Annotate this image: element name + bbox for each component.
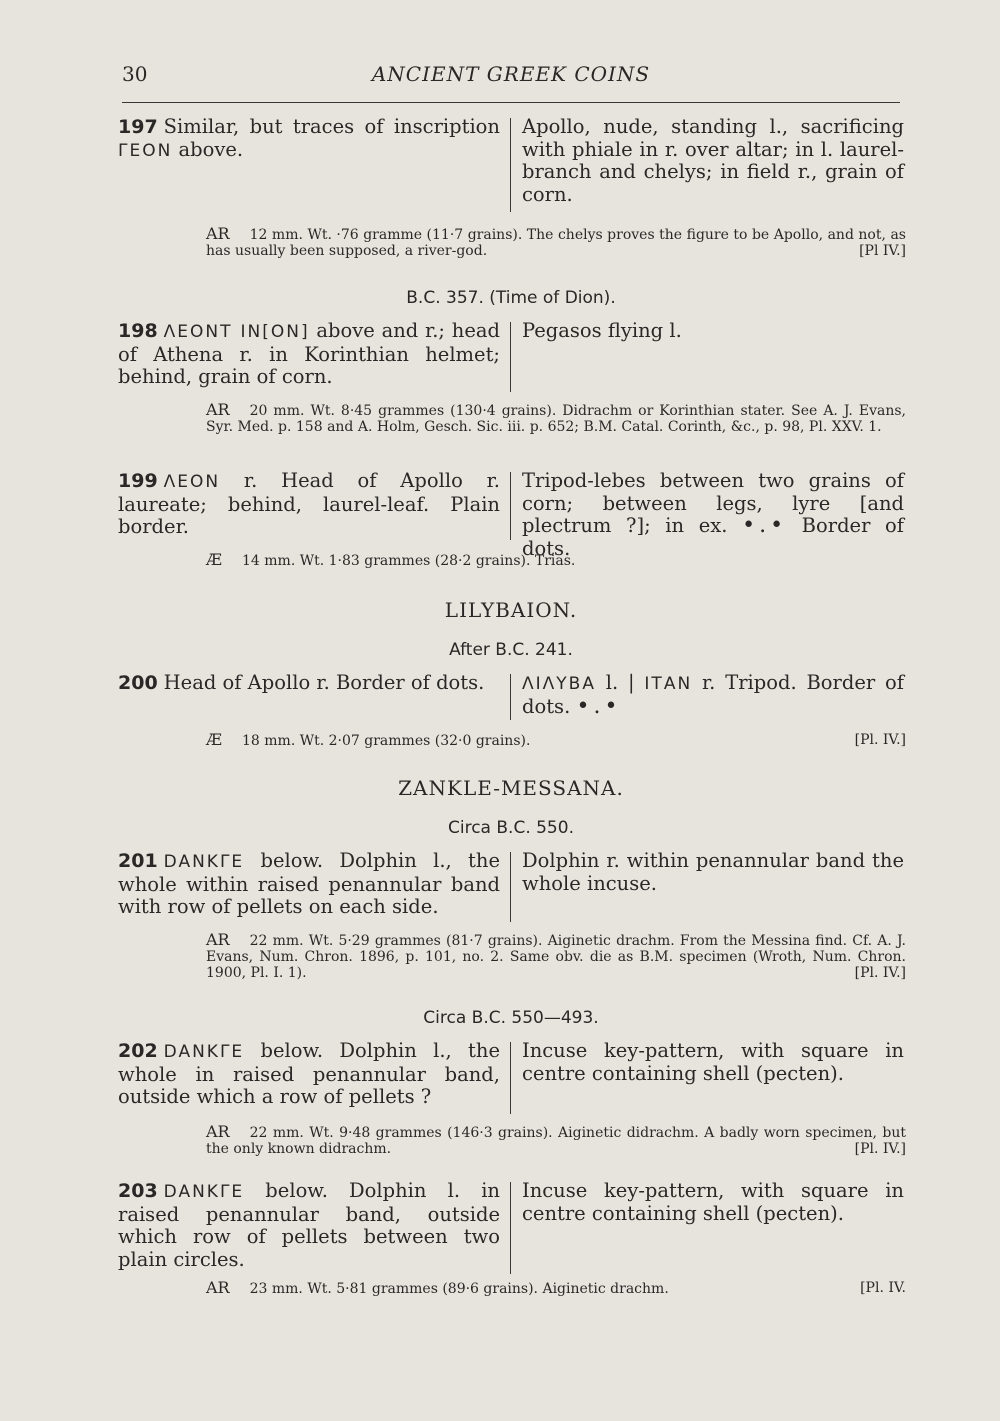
- obverse-description: [118, 320, 500, 389]
- plate-ref: [Pl IV.]: [859, 243, 906, 259]
- coin-entry-198: [118, 320, 904, 460]
- coin-entry-199: [118, 470, 904, 580]
- entry-number: 200: [118, 672, 158, 694]
- subheading-circa-550-493: [118, 1004, 904, 1028]
- column-divider: [510, 118, 511, 212]
- column-divider: [510, 322, 511, 392]
- page-number: 30: [122, 62, 148, 86]
- plate-ref: [Pl. IV.]: [854, 732, 906, 748]
- obverse-description: [118, 1180, 500, 1271]
- plate-ref: [Pl. IV.: [860, 1280, 906, 1296]
- reverse-text: l. |: [595, 671, 645, 694]
- coin-note: [206, 732, 906, 749]
- entry-number: 199: [118, 470, 158, 492]
- reverse-text-end: r. Tripod. Border of dots.: [522, 671, 904, 718]
- running-title: ANCIENT GREEK COINS: [371, 62, 651, 86]
- column-divider: [510, 674, 511, 720]
- obverse-text: below. Dolphin l. in raised penannular band, outside which row of pellets between two plain circles.: [118, 1179, 500, 1271]
- note-text: 14 mm. Wt. 1·83 grammes (28·2 grains). Trias.: [242, 553, 576, 569]
- note-text: 18 mm. Wt. 2·07 grammes (32·0 grains).: [242, 733, 531, 749]
- obverse-text: r. Head of Apollo r. laureate; behind, laurel-leaf. Plain border.: [118, 469, 500, 538]
- section-heading-dion: [118, 284, 904, 308]
- column-divider: [510, 472, 511, 540]
- plate-ref: [Pl. IV.]: [854, 1141, 906, 1157]
- greek-inscription: DANKΓΕ: [163, 1182, 245, 1202]
- section-heading-zankle: [118, 776, 904, 800]
- greek-inscription: ΓΕΟΝ: [118, 140, 173, 161]
- column-divider: [510, 852, 511, 922]
- heading-text: ZANKLE-MESSANA.: [398, 776, 624, 800]
- greek-inscription: ΛΕΟΝΤ ΙΝ[ΟΝ]: [163, 322, 310, 342]
- entry-number: 201: [118, 850, 158, 872]
- coin-entry-202: [118, 1040, 904, 1170]
- entry-number: 198: [118, 320, 158, 342]
- section-heading-lilybaion: [118, 598, 904, 622]
- reverse-description: Incuse key-pattern, with square in centre containing shell (pecten).: [522, 1179, 904, 1225]
- page-header: [122, 62, 900, 94]
- obverse-text-end: above.: [172, 137, 244, 161]
- heading-text: After B.C. 241.: [449, 640, 573, 660]
- entry-number: 202: [118, 1040, 158, 1062]
- reverse-description: Incuse key-pattern, with square in centre containing shell (pecten).: [522, 1039, 904, 1085]
- obverse-text: below. Dolphin l., the whole within raised penannular band with row of pellets on each side.: [118, 849, 500, 918]
- coin-note: [206, 402, 906, 435]
- reverse-description: [522, 470, 904, 560]
- heading-text: Circa B.C. 550.: [448, 818, 574, 838]
- entry-number: 197: [118, 116, 158, 138]
- coin-entry-201: [118, 850, 904, 1000]
- coin-entry-197: [118, 116, 904, 276]
- metal-mark: AR: [206, 400, 230, 419]
- greek-inscription-left: ΛΙΛΥΒΑ: [522, 674, 596, 694]
- obverse-description: [118, 850, 500, 919]
- column-divider: [510, 1182, 511, 1274]
- obverse-description: [118, 116, 500, 162]
- note-text: 20 mm. Wt. 8·45 grammes (130·4 grains). Didrachm or Korinthian stater. See A. J. Evans, Syr. Med. p. 158 and A. Holm, Gesch. Sic. iii. p. 652; B.M. Catal. Corinth, &c., p. 98, Pl. XXV. 1.: [206, 403, 906, 435]
- metal-mark: Æ: [206, 730, 223, 749]
- subheading-circa-550: [118, 814, 904, 838]
- obverse-text: Similar, but traces of inscription: [163, 115, 500, 138]
- metal-mark: AR: [206, 930, 230, 949]
- heading-text: Circa B.C. 550—493.: [423, 1008, 599, 1028]
- coin-note: [206, 1280, 906, 1297]
- reverse-description: Pegasos flying l.: [522, 319, 682, 342]
- greek-inscription: DANKΓΕ: [163, 1042, 245, 1062]
- exergue-dots: •.•: [742, 513, 788, 538]
- coin-entry-203: [118, 1180, 904, 1310]
- coin-note: [206, 552, 906, 569]
- note-text: 22 mm. Wt. 9·48 grammes (146·3 grains). Aiginetic didrachm. A badly worn specimen, but the only known didrachm.: [206, 1125, 906, 1157]
- coin-note: [206, 226, 906, 259]
- metal-mark: AR: [206, 1278, 230, 1297]
- obverse-description: [118, 1040, 500, 1109]
- reverse-text-end: Border of dots.: [522, 514, 905, 560]
- obverse-description: [118, 470, 500, 539]
- coin-entry-200: [118, 672, 904, 762]
- note-text: 22 mm. Wt. 5·29 grammes (81·7 grains). Aiginetic drachm. From the Messina find. Cf. A. J. Evans, Num. Chron. 1896, p. 101, no. 2. Same obv. die as B.M. specimen (Wroth, Num. Chron. 1900, Pl. I. 1).: [206, 933, 906, 981]
- note-text: 23 mm. Wt. 5·81 grammes (89·6 grains). Aiginetic drachm.: [249, 1281, 669, 1297]
- heading-text: LILYBAION.: [444, 598, 578, 622]
- border-dots: •.•: [576, 693, 622, 719]
- greek-inscription-right: ΙΤΑΝ: [644, 674, 693, 694]
- obverse-text: above and r.; head of Athena r. in Korinthian helmet; behind, grain of corn.: [118, 319, 500, 388]
- header-rule: [122, 102, 900, 103]
- coin-note: [206, 1124, 906, 1157]
- note-text: 12 mm. Wt. ·76 gramme (11·7 grains). The chelys proves the figure to be Apollo, and not, as has usually been supposed, a river-god.: [206, 227, 906, 259]
- reverse-description: [522, 672, 904, 718]
- reverse-text: Tripod-lebes between two grains of corn; between legs, lyre [and plectrum ?]; in ex.: [522, 469, 904, 537]
- obverse-text: below. Dolphin l., the whole in raised penannular band, outside which a row of pellets ?: [118, 1039, 500, 1108]
- coin-note: [206, 932, 906, 981]
- metal-mark: Æ: [206, 550, 223, 569]
- column-divider: [510, 1042, 511, 1114]
- greek-inscription: DAΝΚΓΕ: [163, 852, 245, 872]
- metal-mark: AR: [206, 1122, 230, 1141]
- entry-number: 203: [118, 1180, 158, 1202]
- obverse-text: Head of Apollo r. Border of dots.: [163, 671, 485, 694]
- reverse-description: Dolphin r. within penannular band the whole incuse.: [522, 849, 904, 895]
- greek-inscription: ΛΕΟΝ: [163, 472, 221, 492]
- plate-ref: [Pl. IV.]: [854, 965, 906, 981]
- reverse-description: Apollo, nude, standing l., sacrificing with phiale in r. over altar; in l. laurel-branch and chelys; in field r., grain of corn.: [522, 115, 904, 206]
- obverse-description: [118, 672, 500, 695]
- metal-mark: AR: [206, 224, 230, 243]
- subheading-after-241: [118, 636, 904, 660]
- heading-text: B.C. 357. (Time of Dion).: [406, 288, 616, 308]
